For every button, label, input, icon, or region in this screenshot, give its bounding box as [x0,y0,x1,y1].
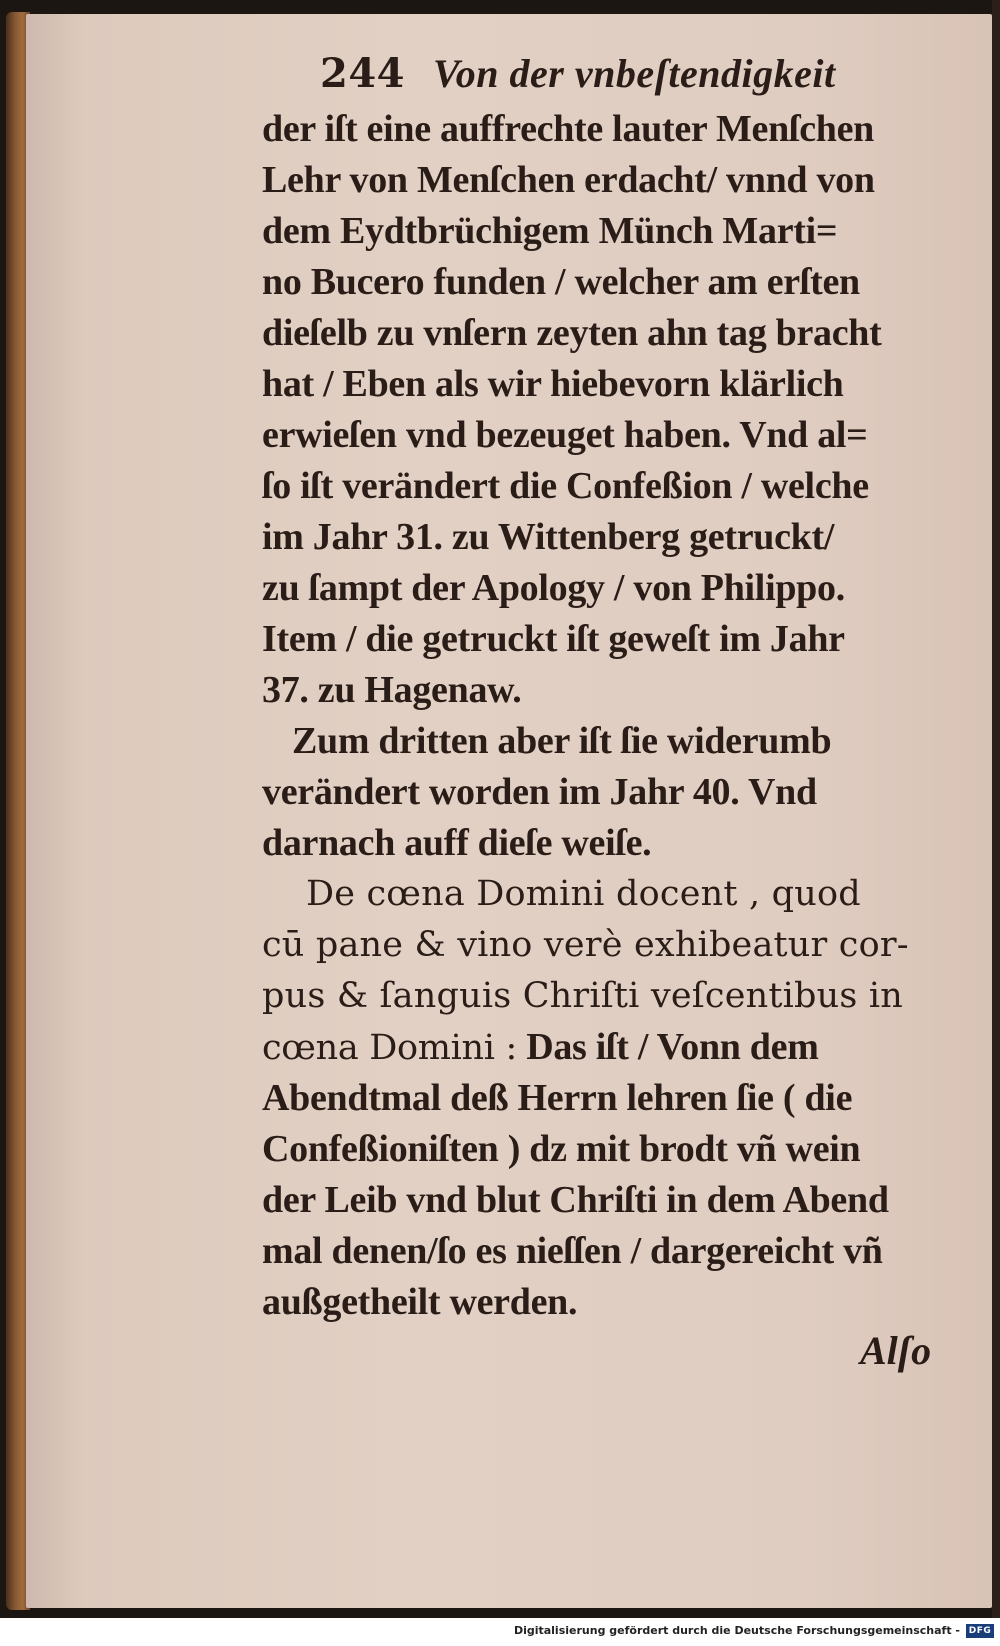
paragraph-2-line: darnach auff dieſe weiſe. [262,822,652,864]
german-fragment: Das iſt / Vonn dem [526,1026,819,1068]
paragraph-3-line: Abendtmal deß Herrn lehren ſie ( die [262,1077,853,1119]
latin-mixed-line [262,1022,982,1073]
text-line: Item / die getruckt iſt geweſt im Jahr [262,618,845,660]
funding-credit: Digitalisierung gefördert durch die Deutsche Forschungsgemeinschaft - [513,1624,960,1637]
text-line: der iſt eine auffrechte lauter Menſchen [262,108,874,150]
paragraph-3-line: Confeßioniſten ) dz mit brodt vñ wein [262,1128,861,1170]
page-number: 244 [320,50,405,97]
text-line: no Bucero funden / welcher am erſten [262,261,860,303]
running-head: Von der vnbeſtendigkeit [433,51,836,96]
paragraph-3-line: der Leib vnd blut Chriſti in dem Abend [262,1179,889,1221]
latin-line: cū pane & vino verè exhibeatur cor- [262,925,909,965]
text-line: ſo iſt verändert die Confeßion / welche [262,465,869,507]
text-line: 37. zu Hagenaw. [262,669,522,711]
text-line: hat / Eben als wir hiebevorn klärlich [262,363,844,405]
text-line: im Jahr 31. zu Wittenberg getruckt/ [262,516,835,558]
footer-bar [0,1618,1000,1646]
paragraph-2-line: Zum dritten aber iſt ſie widerumb [292,720,832,762]
page-text-block [262,50,982,1328]
text-line: Lehr von Menſchen erdacht/ vnnd von [262,159,875,201]
scan-right-margin [992,0,1000,1618]
page-header [262,50,982,104]
catchword: Alſo [860,1328,932,1373]
latin-fragment: cœna Domini : [262,1028,518,1068]
paragraph-3-line: mal denen/ſo es nieſſen / dargereicht vñ [262,1230,883,1272]
text-line: erwieſen vnd bezeuget haben. Vnd al= [262,414,868,456]
paragraph-3-line: außgetheilt werden. [262,1281,578,1323]
latin-line: De cœna Domini docent , quod [306,874,861,914]
latin-line: pus & ſanguis Chriſti veſcentibus in [262,976,904,1016]
text-line: dem Eydtbrüchigem Münch Marti= [262,210,838,252]
paragraph-2-line: verändert worden im Jahr 40. Vnd [262,771,817,813]
dfg-logo-icon: DFG [966,1624,994,1638]
text-line: dieſelb zu vnſern zeyten ahn tag bracht [262,312,882,354]
text-line: zu ſampt der Apology / von Philippo. [262,567,845,609]
